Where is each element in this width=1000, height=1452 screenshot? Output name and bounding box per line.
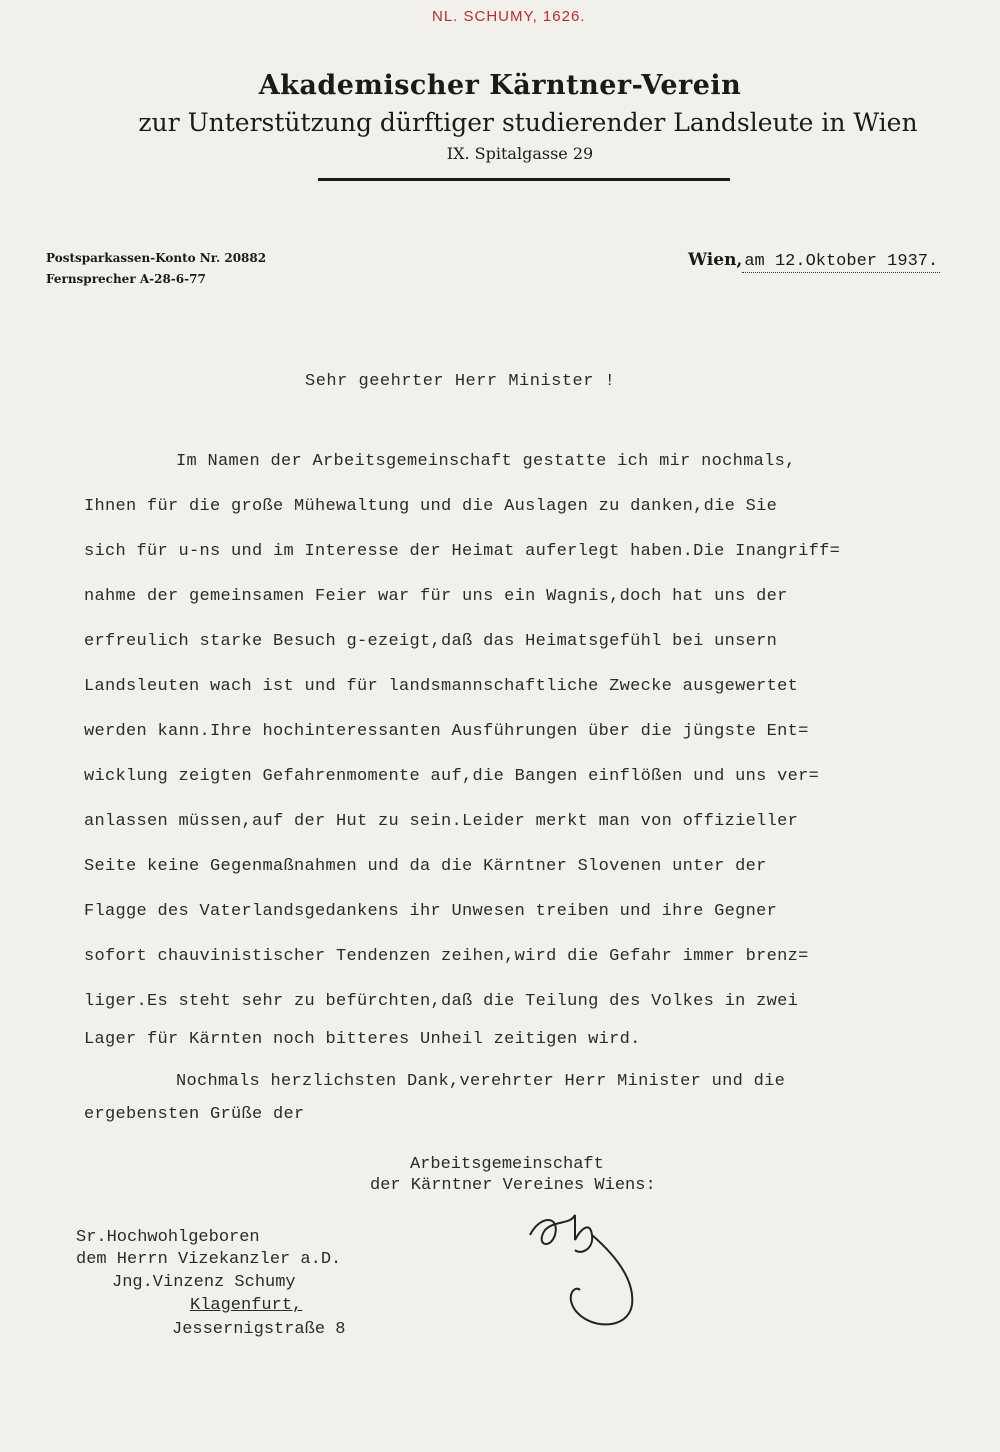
body-line: liger.Es steht sehr zu befürchten,daß die Teilung des Volkes in zwei xyxy=(84,992,799,1011)
signature-line-1: Arbeitsgemeinschaft xyxy=(410,1155,604,1174)
body-line: Lager für Kärnten noch bitteres Unheil zeitigen wird. xyxy=(84,1030,641,1049)
letterhead-rule xyxy=(318,178,730,181)
body-line: anlassen müssen,auf der Hut zu sein.Leider merkt man von offizieller xyxy=(84,812,799,831)
body-line: Im Namen der Arbeitsgemeinschaft gestatte ich mir nochmals, xyxy=(176,452,796,471)
body-line: nahme der gemeinsamen Feier war für uns ein Wagnis,doch hat uns der xyxy=(84,587,788,606)
salutation: Sehr geehrter Herr Minister ! xyxy=(305,372,616,391)
date-place: Wien, xyxy=(688,250,743,270)
phone-number: Fernsprecher A-28-6-77 xyxy=(46,272,206,286)
recipient-city: Klagenfurt, xyxy=(190,1296,303,1315)
body-line: Ihnen für die große Mühewaltung und die Auslagen zu danken,die Sie xyxy=(84,497,778,516)
signature-line-2: der Kärntner Vereines Wiens: xyxy=(370,1176,656,1195)
body-line: Flagge des Vaterlandsgedankens ihr Unwesen treiben und ihre Gegner xyxy=(84,902,778,921)
body-line: Landsleuten wach ist und für landsmannschaftliche Zwecke ausgewertet xyxy=(84,677,799,696)
body-line: sich für u-ns und im Interesse der Heimat auferlegt haben.Die Inangriff= xyxy=(84,542,841,561)
letterhead-meta xyxy=(46,248,266,290)
body-line: sofort chauvinistischer Tendenzen zeihen,wird die Gefahr immer brenz= xyxy=(84,947,809,966)
recipient-line-2: dem Herrn Vizekanzler a.D. xyxy=(76,1250,342,1269)
date-value: am 12.Oktober 1937. xyxy=(744,252,939,271)
letterhead-subtitle: zur Unterstützung dürftiger studierender Landsleute in Wien xyxy=(138,108,918,137)
body-line: erfreulich starke Besuch g-ezeigt,daß das Heimatsgefühl bei unsern xyxy=(84,632,778,651)
letterhead-address: IX. Spitalgasse 29 xyxy=(446,144,594,163)
handwritten-signature xyxy=(520,1195,660,1335)
closing-line: Nochmals herzlichsten Dank,verehrter Herr Minister und die xyxy=(176,1072,786,1091)
recipient-street: Jessernigstraße 8 xyxy=(172,1320,346,1339)
body-line: Seite keine Gegenmaßnahmen und da die Kärntner Slovenen unter der xyxy=(84,857,767,876)
body-line: werden kann.Ihre hochinteressanten Ausführungen über die jüngste Ent= xyxy=(84,722,809,741)
letterhead-title: Akademischer Kärntner-Verein xyxy=(258,70,742,101)
body-line: wicklung zeigten Gefahrenmomente auf,die Bangen einflößen und uns ver= xyxy=(84,767,820,786)
archive-note: NL. SCHUMY, 1626. xyxy=(432,8,586,25)
recipient-line-1: Sr.Hochwohlgeboren xyxy=(76,1228,260,1247)
account-number: Postsparkassen-Konto Nr. 20882 xyxy=(46,251,267,265)
closing-line: ergebensten Grüße der xyxy=(84,1105,305,1124)
recipient-line-3: Jng.Vinzenz Schumy xyxy=(112,1273,296,1292)
date-line xyxy=(688,250,940,271)
